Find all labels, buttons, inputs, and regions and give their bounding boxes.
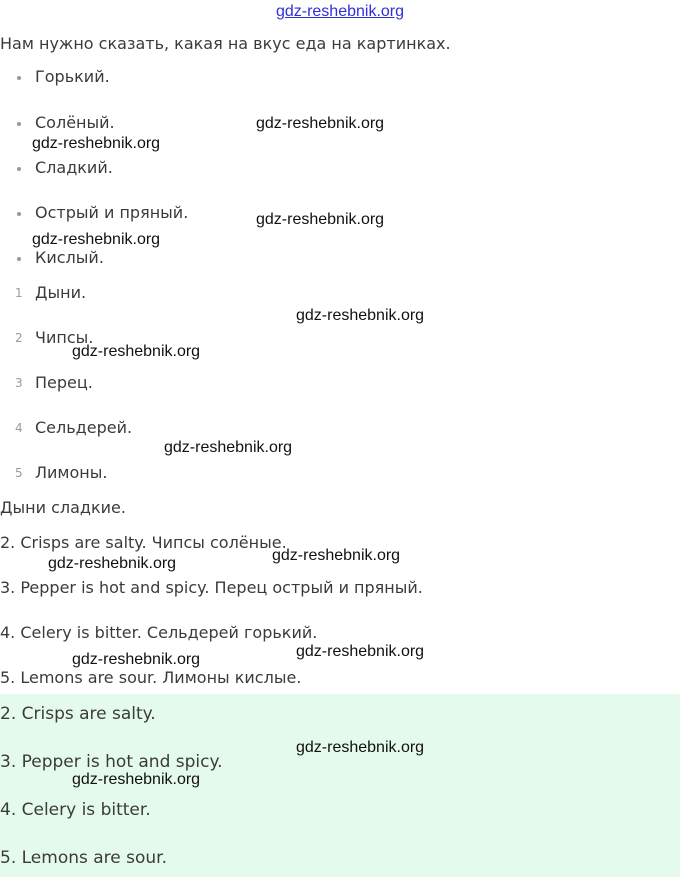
- sentence: 4. Celery is bitter. Сельдерей горький.: [0, 623, 318, 642]
- answer-line: 4. Celery is bitter.: [0, 800, 151, 820]
- answer-line: 5. Lemons are sour.: [0, 848, 168, 868]
- bullet-icon: [17, 257, 21, 261]
- list-item: Дыни.: [35, 283, 87, 302]
- list-number: 4: [15, 421, 23, 435]
- sentence: 2. Crisps are salty. Чипсы солёные.: [0, 533, 287, 552]
- watermark: gdz-reshebnik.org: [72, 771, 201, 788]
- list-item: Кислый.: [35, 248, 104, 267]
- answer-line: 2. Crisps are salty.: [0, 704, 156, 724]
- list-number: 2: [15, 331, 23, 345]
- list-item: Острый и пряный.: [35, 203, 189, 222]
- list-item: Сельдерей.: [35, 418, 133, 437]
- watermark: gdz-reshebnik.org: [164, 439, 293, 456]
- intro-text: Нам нужно сказать, какая на вкус еда на картинках.: [0, 34, 451, 53]
- bullet-icon: [17, 212, 21, 216]
- watermark: gdz-reshebnik.org: [296, 643, 425, 660]
- sentence: 5. Lemons are sour. Лимоны кислые.: [0, 668, 302, 687]
- watermark: gdz-reshebnik.org: [72, 343, 201, 360]
- bullet-icon: [17, 122, 21, 126]
- watermark: gdz-reshebnik.org: [32, 231, 161, 248]
- watermark: gdz-reshebnik.org: [256, 115, 385, 132]
- watermark: gdz-reshebnik.org: [256, 211, 385, 228]
- list-item: Горький.: [35, 67, 110, 86]
- bullet-icon: [17, 76, 21, 80]
- list-item: Перец.: [35, 373, 93, 392]
- watermark: gdz-reshebnik.org: [32, 135, 161, 152]
- watermark: gdz-reshebnik.org: [272, 547, 401, 564]
- list-item: Солёный.: [35, 113, 115, 132]
- watermark: gdz-reshebnik.org: [296, 307, 425, 324]
- list-number: 3: [15, 376, 23, 390]
- sentence: Дыни сладкие.: [0, 498, 126, 517]
- list-number: 1: [15, 286, 23, 300]
- list-item: Чипсы.: [35, 328, 94, 347]
- bullet-icon: [17, 167, 21, 171]
- watermark: gdz-reshebnik.org: [48, 555, 177, 572]
- list-item: Сладкий.: [35, 158, 113, 177]
- watermark: gdz-reshebnik.org: [72, 651, 201, 668]
- list-number: 5: [15, 466, 23, 480]
- watermark: gdz-reshebnik.org: [296, 739, 425, 756]
- sentence: 3. Pepper is hot and spicy. Перец острый и пряный.: [0, 578, 423, 597]
- list-item: Лимоны.: [35, 463, 108, 482]
- watermark-link[interactable]: gdz-reshebnik.org: [275, 3, 405, 20]
- answer-line: 3. Pepper is hot and spicy.: [0, 752, 223, 772]
